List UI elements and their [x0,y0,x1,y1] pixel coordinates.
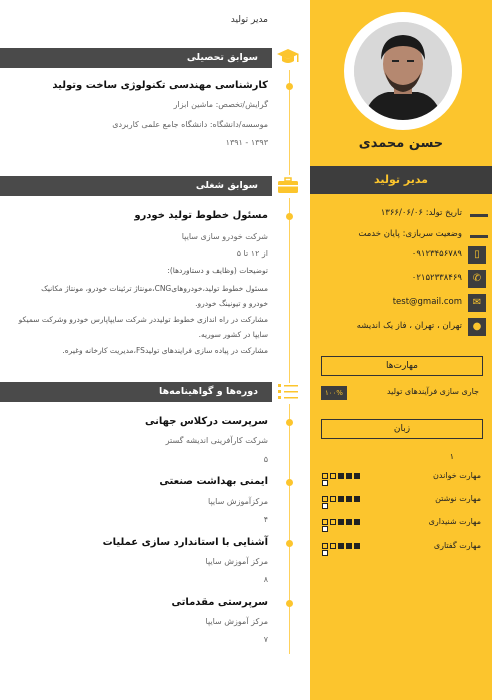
education-field: گرایش/تخصص: ماشین ابزار [173,100,268,109]
email-icon: ✉ [468,294,486,312]
military-status: وضعیت سربازی: پایان خدمت [358,229,462,239]
location-icon: ● [468,318,486,336]
level-square [330,519,336,525]
role-band [310,166,492,194]
timeline-dot [286,213,293,220]
course-year: ۸ [263,575,268,584]
mobile-number: ۰۹۱۲۳۴۵۶۷۸۹ [411,249,462,259]
language-skill-label: مهارت گفتاری [433,541,481,550]
email-row[interactable] [310,294,492,314]
dash-icon [470,235,488,238]
level-square-filled [354,496,360,502]
timeline-dot [286,540,293,547]
level-square [322,496,328,502]
military-row [310,226,492,246]
course-title: سرپرست درکلاس جهانی [145,416,268,427]
level-square [330,543,336,549]
timeline-dot [286,600,293,607]
languages-header: زبان [321,419,483,439]
level-square-filled [346,496,352,502]
phone-row [310,270,492,290]
birth-date: تاریخ تولد: ۱۳۶۶/۰۶/۰۶ [380,208,462,218]
work-years: از ۱۲ تا ۵ [236,249,268,258]
timeline-dot [286,83,293,90]
level-square-filled [354,473,360,479]
level-square [322,543,328,549]
page-title: مدیر تولید [230,15,268,25]
course-org: مرکز آموزش سایپا [205,557,268,566]
course-year: ۷ [263,635,268,644]
work-desc-line: مسئول خطوط تولید،خودروهایCNG،مونتاژ ترئینات خودرو، مونتاژ مکانیک [41,284,268,293]
level-square-filled [338,543,344,549]
language-row [321,516,483,530]
timeline-courses [289,404,290,654]
language-row [321,493,483,507]
timeline-work [289,198,290,383]
level-square-filled [346,543,352,549]
work-desc-line: مشارکت در پیاده سازی فرایندهای تولیدFS،مدیریت کارخانه وغیره. [62,346,268,355]
course-title: ایمنی بهداشت صنعتی [159,476,268,487]
level-marker [322,550,328,556]
dash-icon [470,214,488,217]
skills-header: مهارت‌ها [321,356,483,376]
level-square-filled [338,473,344,479]
course-year: ۵ [263,455,268,464]
language-row [321,540,483,554]
work-desc-label: توضیحات (وظایف و دستاوردها): [167,266,268,275]
skill-label: جاری سازی فرآیندهای تولید [386,387,479,396]
course-org: شرکت کارآفرینی اندیشه گستر [165,436,268,445]
education-header: سوابق تحصیلی [0,48,272,68]
list-icon [276,381,300,401]
timeline-dot [286,479,293,486]
level-square [322,519,328,525]
courses-header: دوره‌ها و گواهینامه‌ها [0,382,272,402]
phone-icon: ✆ [468,270,486,288]
phone-number: ۰۲۱۵۲۳۳۸۴۶۹ [411,273,462,283]
level-square-filled [338,519,344,525]
work-desc-line: مشارکت در راه اندازی خطوط تولیددر شرکت سایپاپارس خودرو وشرکت سمیکو [18,315,268,324]
level-square [322,473,328,479]
work-desc-line: سایپا در کشور سوریه. [198,330,268,339]
mobile-icon: ▯ [468,246,486,264]
email-address[interactable]: test@gmail.com [392,297,462,307]
address-row [310,318,492,338]
level-square [330,496,336,502]
level-square [330,473,336,479]
birth-row [310,205,492,225]
course-title: آشنایی با استاندارد سازی عملیات [102,537,268,548]
person-role: مدیر تولید [374,173,428,186]
course-year: ۴ [263,515,268,524]
education-school: موسسه/دانشگاه: دانشگاه جامع علمی کاربردی [112,120,268,129]
level-marker [322,526,328,532]
level-square-filled [338,496,344,502]
briefcase-icon [276,175,300,195]
course-title: سرپرستی مقدماتی [171,597,268,608]
mobile-row [310,246,492,266]
graduation-cap-icon [276,47,300,67]
language-index: ۱ [449,452,454,461]
work-company: شرکت خودرو سازی سایپا [181,232,268,241]
work-header: سوابق شغلی [0,176,272,196]
work-title: مسئول خطوط تولید خودرو [134,210,268,221]
address: تهران ، تهران ، فاز یک اندیشه [356,321,462,331]
education-years: ۱۳۹۳ - ۱۳۹۱ [225,138,268,147]
timeline-dot [286,419,293,426]
level-square-filled [346,519,352,525]
person-name: حسن محمدی [358,136,444,151]
person-photo-icon [354,22,452,120]
language-skill-label: مهارت خواندن [433,471,481,480]
language-skill-label: مهارت شنیداری [428,517,481,526]
skill-row [321,386,481,400]
language-skill-label: مهارت نوشتن [435,494,481,503]
work-desc-line: خودرو و تیونینگ خودرو. [195,299,268,308]
course-org: مرکز آموزش سایپا [205,617,268,626]
skill-percent: ۱۰۰% [321,386,347,400]
level-square-filled [354,519,360,525]
language-row [321,470,483,484]
education-title: کارشناسی مهندسی تکنولوژی ساخت وتولید [52,80,268,91]
level-square-filled [354,543,360,549]
level-marker [322,503,328,509]
course-org: مرکزآموزش سایپا [208,497,268,506]
level-marker [322,480,328,486]
avatar [354,22,452,120]
level-square-filled [346,473,352,479]
